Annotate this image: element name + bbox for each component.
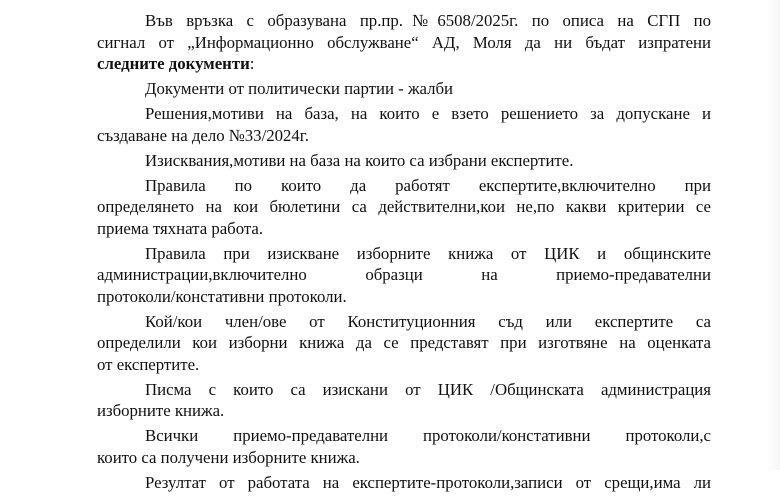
requested-item-5 (97, 243, 711, 308)
requested-item-9-line-1: Резултат от работата на експертите-протоколи,записи от срещи,има ли (145, 472, 711, 492)
requested-item-6-line-2: определили кои изборни книжа да се представят при изготвяне на оценката (97, 333, 711, 352)
intro-colon: : (249, 54, 255, 73)
requested-item-5-line-2: администрации,включително образци на приемо-предавателни (97, 265, 711, 284)
requested-item-7 (97, 379, 711, 422)
requested-item-2-line-2: създаване на дело №33/2024г. (97, 125, 309, 145)
intro-line-1: Във връзка с образувана пр.пр.№6508/2025г. по описа на СГП по (145, 11, 711, 30)
requested-item-7-line-2: изборните книжа. (97, 401, 225, 420)
requested-item-6-line-3: от експертите. (97, 354, 200, 374)
requested-item-8 (97, 425, 711, 468)
requested-item-6 (97, 311, 711, 376)
document-body (97, 10, 711, 497)
requested-item-2-line-1: Решения,мотиви на база, на които е взето решението за допускане и (145, 104, 711, 123)
intro-line-2: сигнал от „Информационно обслужване“ АД, Моля да ни бъдат изпратени (97, 32, 711, 52)
requested-item-3 (97, 150, 711, 172)
intro-line-3 (97, 53, 711, 75)
requested-item-8-line-2: които са получени изборните книжа. (97, 447, 360, 467)
page-edge (766, 0, 780, 470)
requested-item-1 (97, 78, 711, 100)
requested-item-5-line-3: протоколи/констативни протоколи. (97, 286, 347, 306)
requested-item-7-line-1: Писма с които са изискани от ЦИК /Общинската администрация (145, 379, 711, 399)
requested-items-list (97, 78, 711, 493)
intro-paragraph (97, 10, 711, 75)
requested-item-4-line-3: приема тяхната работа. (97, 218, 264, 238)
requested-item-4-line-2: определянето на кои бюлетини са действителни,кои не,по какви критерии се (97, 197, 711, 216)
requested-item-2 (97, 103, 711, 146)
requested-item-4 (97, 175, 711, 240)
requested-item-1-line-1: Документи от политически партии - жалби (145, 79, 454, 98)
requested-documents-heading: следните документи (97, 54, 250, 73)
requested-item-9 (97, 472, 711, 494)
requested-item-3-line-1: Изисквания,мотиви на база на които са избрани експертите. (145, 150, 574, 170)
requested-item-5-line-1: Правила при изискване изборните книжа от ЦИК и общинските (145, 243, 711, 263)
requested-item-4-line-1: Правила по които да работят експертите,включително при (145, 175, 711, 195)
requested-item-8-line-1: Всички приемо-предавателни протоколи/констативни протоколи,с (145, 426, 711, 445)
requested-item-6-line-1: Кой/кои член/ове от Конституционния съд или експертите са (145, 311, 711, 331)
